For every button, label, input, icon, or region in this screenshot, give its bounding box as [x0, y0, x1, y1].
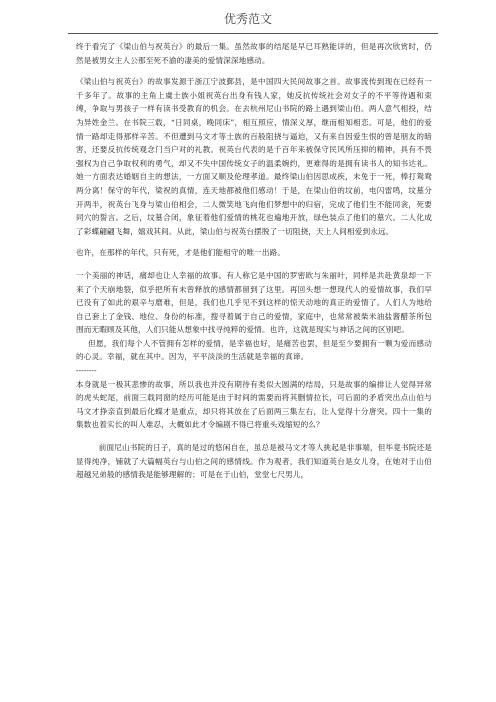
paragraph-critique: 本身就是一极其悲惨的故事，所以我也并没有期待有类似大圆满的结局，只是故事的编排让人觉得异常的虎头蛇尾，前面三载同窗的经历可能是由于时间的需要而将其删情拉长，可后面的矛盾突出点山伯与马文才挣亲直到最后化蝶才是重点，却只将其放在了后面两三集左右，让人觉得十分唐突。四十一集的集数也着实长的叫人难忍，大概如此才令编剧不得已将重头戏缩短的么？ — [76, 379, 432, 430]
page-header: 优秀范文 — [223, 12, 272, 26]
paragraph-academy: 前面尼山书院的日子，真的是过的悠闲自在，虽总是被马文才等人挑起是非事端，但毕竟书院还是显得纯净，铺就了大篇幅英台与山伯之间的感情线。作为观者，我们知道英台是女儿身，在她对于山伯超越兄弟般的感情我是能够理解的；可是在于山伯，堂堂七尺男儿， — [76, 443, 432, 480]
paragraph-intro: 终于看完了《梁山伯与祝英台》的最后一集。虽然故事的结尾是早已耳熟能详的，但是再次欣赏时，仍然是被男女主人公那至死不渝的凄美的爱情深深地感动。 — [76, 42, 432, 65]
paragraph-story: 《梁山伯与祝英台》的故事发源于浙江宁波鄞县，是中国四大民间故事之首。故事流传到现在已经有一千多年了。故事的主角上虞士族小姐祝英台出身有钱人家，她反抗传统社会对女子的不平等待遇和束缚，争取与男孩子一样有读书受教育的机会。在去杭州尼山书院的路上遇到梁山伯。两人意气相投，结为异姓金兰。在书院三载，“日同桌，晚同床”，相互照应，情深义厚，继而相知相恋。可是，他们的爱情一路却走得那样辛苦。不但遭到马文才等士族的百般阻挠与逼迫，又有来自因爱生恨的曾是朋友的暗害，还要反抗传统观念门当户对的礼教。祝英台代表的是千百年来被保守民风所压抑的精神，具有不畏强权为自己争取权利的勇气，却又不失中国传统女子的温柔婉约，更难得的是拥有读书人的知书达礼。她一方面表达婚姻自主的想法，一方面又顺及伦理孝道。最终梁山伯因思成疾，未免于一死，棒打鸳鸯两分离！保守的年代，梁祝的真情，连天地都被他们感动！于是，在梁山伯的坟前，电闪雷鸣，坟墓分开两半，祝英台飞身与梁山伯相会，二人微笑地飞向他们梦想中的归宿，完成了他们生不能同衾，死要同穴的誓言。之后，坟墓合闭，象征着他们爱情的桃花也遍地开放，绿色装点了他们的墓穴。二人化成了彩蝶翩翩飞舞，嬉戏其间。从此，梁山伯与祝英台摆脱了一切阻挠，天上人间相爱到永远。 — [76, 77, 432, 236]
separator-dashes: -------- — [76, 366, 97, 376]
paragraph-death-only-way: 也许，在那样的年代，只有死，才是他们能相守的唯一出路。 — [76, 248, 286, 258]
paragraph-hope: 但愿，我们每个人不管拥有怎样的爱情，是幸福也好，是痛苦也罢，但是至少要拥有一颗为爱而感动的心灵。幸福，就在其中。因为，平平淡淡的生活就是幸福的真谛。 — [76, 338, 432, 362]
header-divider — [68, 33, 438, 34]
paragraph-myth: 一个美丽的神话，痛却也让人幸福的故事。有人称它是中国的罗密欧与朱丽叶，同样是共赴黄泉却一下来了个天崩地裂，似乎把所有未曾释放的感情都留到了这里。再回头想一想现代人的爱情故事，我们早已没有了如此的艰辛与磨难，但是，我们也几乎见不到这样的惊天动地的真正的爱情了。人们人为地给自己套上了金钱、地位、身份的标准，搜寻着属于自己的爱情，家庭中，也常常被柴米油盐酱醋茶所包围而无暇顾及其他，人们只能从想象中找寻纯粹的爱情。也许，这就是现实与神话之间的区别吧。 — [76, 270, 432, 335]
document-body — [76, 40, 432, 482]
